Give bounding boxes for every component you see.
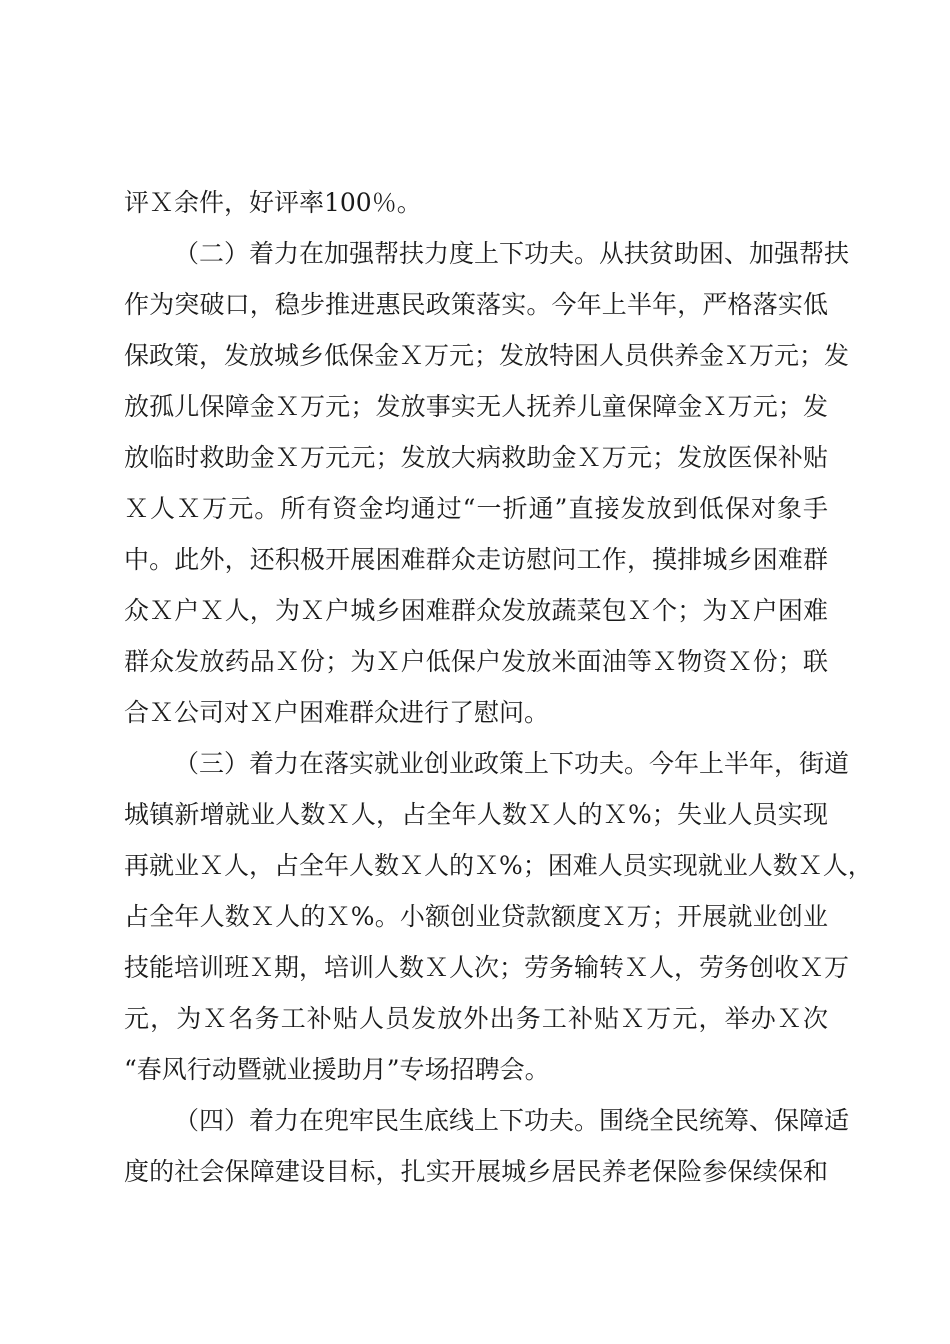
text-line: 城镇新增就业人数Ｘ人，占全年人数Ｘ人的Ｘ%；失业人员实现 xyxy=(124,800,828,829)
text-line: 群众发放药品Ｘ份；为Ｘ户低保户发放米面油等Ｘ物资Ｘ份；联 xyxy=(124,647,828,676)
text-line: 度的社会保障建设目标，扎实开展城乡居民养老保险参保续保和 xyxy=(124,1157,828,1186)
text-line: 众Ｘ户Ｘ人，为Ｘ户城乡困难群众发放蔬菜包Ｘ个；为Ｘ户困难 xyxy=(124,596,828,625)
text-line: 放临时救助金Ｘ万元元；发放大病救助金Ｘ万元；发放医保补贴 xyxy=(124,443,828,472)
section-heading-4: （四）着力在兜牢民生底线上下功夫。围绕全民统筹、保障适 xyxy=(174,1106,850,1135)
text-line: 技能培训班Ｘ期，培训人数Ｘ人次；劳务输转Ｘ人，劳务创收Ｘ万 xyxy=(124,953,850,982)
text-line: 放孤儿保障金Ｘ万元；发放事实无人抚养儿童保障金Ｘ万元；发 xyxy=(124,392,828,421)
section-heading-3: （三）着力在落实就业创业政策上下功夫。今年上半年，街道 xyxy=(174,749,850,778)
text-line: 评Ｘ余件，好评率100％。 xyxy=(124,188,422,217)
text-line: Ｘ人Ｘ万元。所有资金均通过“一折通”直接发放到低保对象手 xyxy=(124,494,828,523)
text-line: 占全年人数Ｘ人的Ｘ%。小额创业贷款额度Ｘ万；开展就业创业 xyxy=(124,902,828,931)
text-line: 保政策，发放城乡低保金Ｘ万元；发放特困人员供养金Ｘ万元；发 xyxy=(124,341,850,370)
section-heading-2: （二）着力在加强帮扶力度上下功夫。从扶贫助困、加强帮扶 xyxy=(174,239,850,268)
text-line: 再就业Ｘ人，占全年人数Ｘ人的Ｘ%；困难人员实现就业人数Ｘ人， xyxy=(124,851,873,880)
text-line: 作为突破口，稳步推进惠民政策落实。今年上半年，严格落实低 xyxy=(124,290,828,319)
text-line: 中。此外，还积极开展困难群众走访慰问工作，摸排城乡困难群 xyxy=(124,545,828,574)
text-line: 元，为Ｘ名务工补贴人员发放外出务工补贴Ｘ万元，举办Ｘ次 xyxy=(124,1004,828,1033)
text-line: “春风行动暨就业援助月”专场招聘会。 xyxy=(124,1055,550,1084)
text-line: 合Ｘ公司对Ｘ户困难群众进行了慰问。 xyxy=(124,698,550,727)
